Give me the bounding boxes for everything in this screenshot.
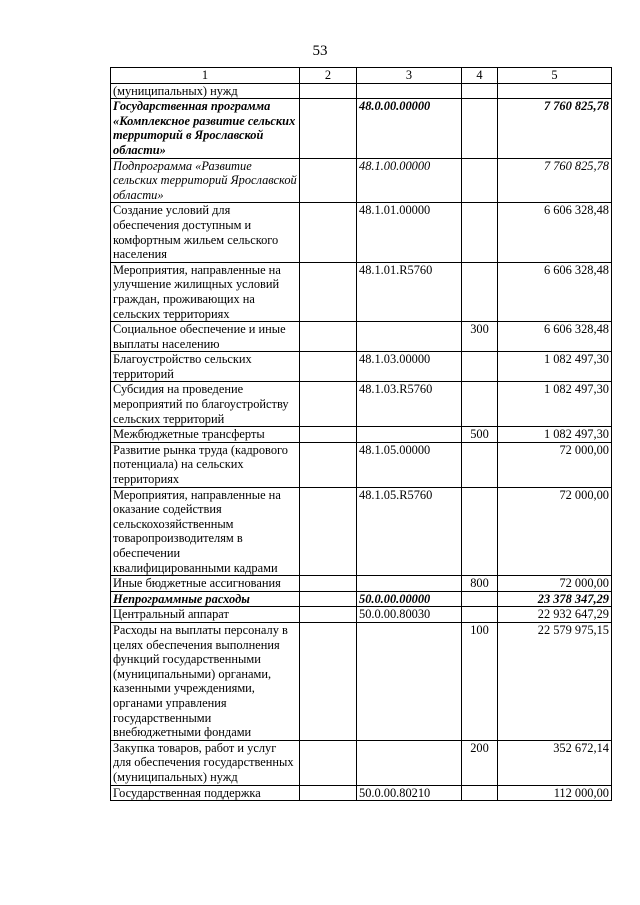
- table-row: [111, 99, 612, 158]
- target-code-cell: 50.0.00.80210: [357, 785, 462, 801]
- expense-type-cell: [462, 99, 498, 158]
- table-row: [111, 352, 612, 382]
- target-code-cell: [357, 83, 462, 99]
- target-code-cell: 48.1.03.R5760: [357, 382, 462, 427]
- target-code-cell: [357, 740, 462, 785]
- target-code-cell: 48.1.05.R5760: [357, 487, 462, 576]
- amount-cell: 6 606 328,48: [498, 203, 612, 262]
- expense-type-cell: [462, 203, 498, 262]
- section-cell: [300, 591, 357, 607]
- table-row: [111, 607, 612, 623]
- expense-type-cell: [462, 352, 498, 382]
- column-header-1: 1: [111, 68, 300, 84]
- target-code-cell: 50.0.00.80030: [357, 607, 462, 623]
- table-row: [111, 442, 612, 487]
- table-row: [111, 622, 612, 740]
- amount-cell: 7 760 825,78: [498, 158, 612, 203]
- expense-type-cell: [462, 591, 498, 607]
- expense-type-cell: [462, 382, 498, 427]
- expense-type-cell: 800: [462, 576, 498, 592]
- expense-type-cell: 200: [462, 740, 498, 785]
- column-header-5: 5: [498, 68, 612, 84]
- target-code-cell: [357, 427, 462, 443]
- amount-cell: 22 579 975,15: [498, 622, 612, 740]
- item-name-cell: Государственная программа «Комплексное развитие сельских территорий в Ярославской области»: [111, 99, 300, 158]
- target-code-cell: 48.1.01.00000: [357, 203, 462, 262]
- target-code-cell: 48.0.00.00000: [357, 99, 462, 158]
- expense-type-cell: [462, 83, 498, 99]
- table-row: [111, 576, 612, 592]
- target-code-cell: [357, 576, 462, 592]
- amount-cell: 7 760 825,78: [498, 99, 612, 158]
- budget-table: [110, 67, 612, 801]
- expense-type-cell: 100: [462, 622, 498, 740]
- table-row: [111, 591, 612, 607]
- table-row: [111, 427, 612, 443]
- section-cell: [300, 487, 357, 576]
- item-name-cell: Закупка товаров, работ и услуг для обеспечения государственных (муниципальных) нужд: [111, 740, 300, 785]
- item-name-cell: Создание условий для обеспечения доступным и комфортным жильем сельского населения: [111, 203, 300, 262]
- section-cell: [300, 322, 357, 352]
- expense-type-cell: 300: [462, 322, 498, 352]
- target-code-cell: [357, 322, 462, 352]
- target-code-cell: 48.1.01.R5760: [357, 262, 462, 321]
- table-header-row: [111, 68, 612, 84]
- table-row: [111, 158, 612, 203]
- item-name-cell: Мероприятия, направленные на оказание содействия сельскохозяйственным товаропроизводителям в обеспечении квалифицированными кадрами: [111, 487, 300, 576]
- item-name-cell: Межбюджетные трансферты: [111, 427, 300, 443]
- amount-cell: 1 082 497,30: [498, 382, 612, 427]
- section-cell: [300, 203, 357, 262]
- table-row: [111, 203, 612, 262]
- section-cell: [300, 427, 357, 443]
- table-row: [111, 740, 612, 785]
- table-row: [111, 322, 612, 352]
- item-name-cell: Государственная поддержка: [111, 785, 300, 801]
- item-name-cell: Социальное обеспечение и иные выплаты населению: [111, 322, 300, 352]
- table-row: [111, 262, 612, 321]
- column-header-4: 4: [462, 68, 498, 84]
- page-number: 53: [312, 43, 328, 59]
- table-row: [111, 487, 612, 576]
- item-name-cell: Непрограммные расходы: [111, 591, 300, 607]
- item-name-cell: Центральный аппарат: [111, 607, 300, 623]
- expense-type-cell: [462, 785, 498, 801]
- item-name-cell: Расходы на выплаты персоналу в целях обеспечения выполнения функций государственными (муниципальными) органами, казенными учреждениями, органами управления государственными внебюджетными фондами: [111, 622, 300, 740]
- section-cell: [300, 382, 357, 427]
- target-code-cell: 48.1.00.00000: [357, 158, 462, 203]
- amount-cell: 352 672,14: [498, 740, 612, 785]
- section-cell: [300, 622, 357, 740]
- item-name-cell: Субсидия на проведение мероприятий по благоустройству сельских территорий: [111, 382, 300, 427]
- amount-cell: 72 000,00: [498, 442, 612, 487]
- expense-type-cell: [462, 442, 498, 487]
- column-header-3: 3: [357, 68, 462, 84]
- section-cell: [300, 262, 357, 321]
- target-code-cell: 50.0.00.00000: [357, 591, 462, 607]
- section-cell: [300, 352, 357, 382]
- amount-cell: 6 606 328,48: [498, 262, 612, 321]
- section-cell: [300, 83, 357, 99]
- item-name-cell: Благоустройство сельских территорий: [111, 352, 300, 382]
- target-code-cell: 48.1.05.00000: [357, 442, 462, 487]
- expense-type-cell: [462, 158, 498, 203]
- section-cell: [300, 442, 357, 487]
- target-code-cell: [357, 622, 462, 740]
- table-row: [111, 785, 612, 801]
- expense-type-cell: [462, 262, 498, 321]
- amount-cell: 112 000,00: [498, 785, 612, 801]
- section-cell: [300, 607, 357, 623]
- section-cell: [300, 99, 357, 158]
- section-cell: [300, 576, 357, 592]
- item-name-cell: (муниципальных) нужд: [111, 83, 300, 99]
- expense-type-cell: 500: [462, 427, 498, 443]
- table-body: [111, 83, 612, 801]
- expense-type-cell: [462, 607, 498, 623]
- item-name-cell: Иные бюджетные ассигнования: [111, 576, 300, 592]
- amount-cell: 6 606 328,48: [498, 322, 612, 352]
- item-name-cell: Мероприятия, направленные на улучшение жилищных условий граждан, проживающих на сельских территориях: [111, 262, 300, 321]
- target-code-cell: 48.1.03.00000: [357, 352, 462, 382]
- amount-cell: 22 932 647,29: [498, 607, 612, 623]
- item-name-cell: Развитие рынка труда (кадрового потенциала) на сельских территориях: [111, 442, 300, 487]
- table-row: [111, 83, 612, 99]
- section-cell: [300, 740, 357, 785]
- column-header-2: 2: [300, 68, 357, 84]
- amount-cell: 72 000,00: [498, 487, 612, 576]
- amount-cell: 1 082 497,30: [498, 352, 612, 382]
- expense-type-cell: [462, 487, 498, 576]
- table-row: [111, 382, 612, 427]
- amount-cell: [498, 83, 612, 99]
- amount-cell: 23 378 347,29: [498, 591, 612, 607]
- section-cell: [300, 158, 357, 203]
- amount-cell: 72 000,00: [498, 576, 612, 592]
- amount-cell: 1 082 497,30: [498, 427, 612, 443]
- item-name-cell: Подпрограмма «Развитие сельских территорий Ярославской области»: [111, 158, 300, 203]
- section-cell: [300, 785, 357, 801]
